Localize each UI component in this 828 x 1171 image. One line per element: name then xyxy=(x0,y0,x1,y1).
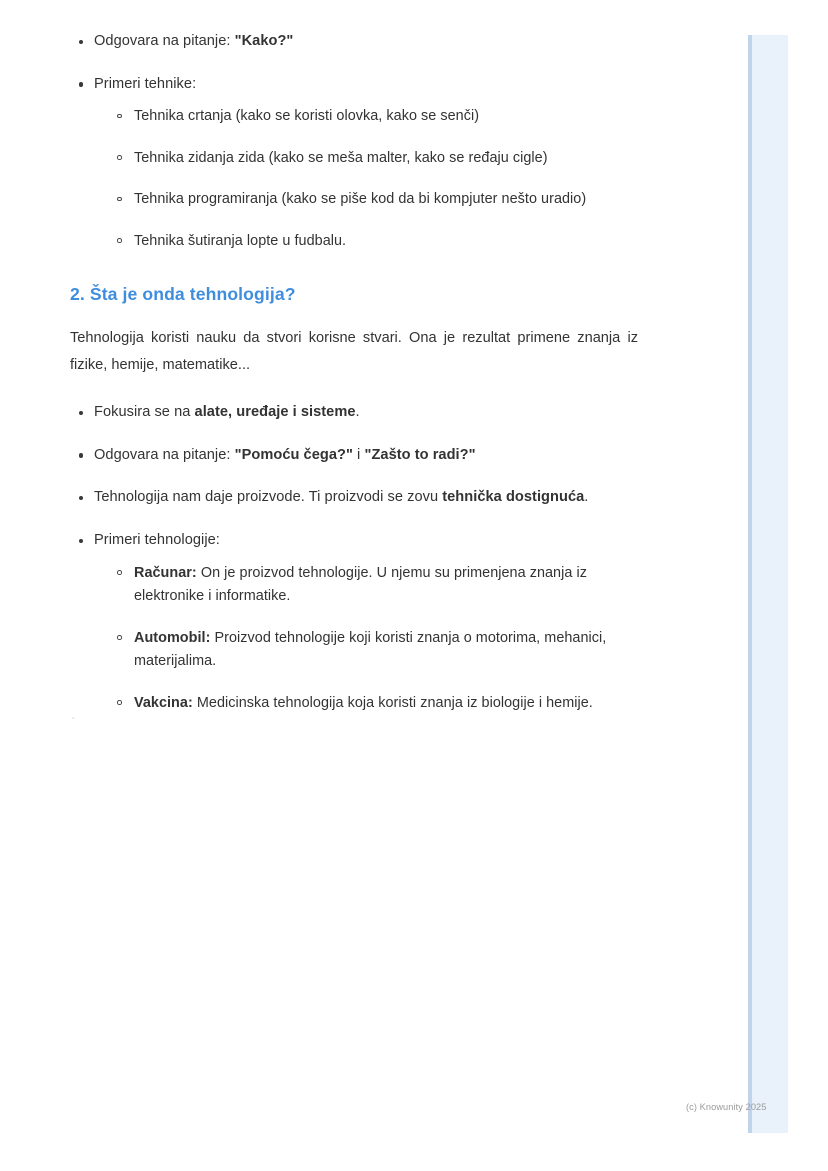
list-item-text xyxy=(94,447,476,463)
right-side-blue-bar xyxy=(748,35,788,1133)
nested-list-item-text xyxy=(134,233,346,249)
bullet-list-top xyxy=(68,30,640,253)
text-run: i xyxy=(352,446,365,463)
list-item-text xyxy=(94,76,196,92)
list-item-text xyxy=(94,33,293,49)
text-run: Tehnika crtanja (kako se koristi olovka, kako se senči) xyxy=(134,108,480,125)
nested-bullet-list xyxy=(107,562,640,715)
text-run: Odgovara na pitanje: xyxy=(94,446,235,463)
nested-list-item-text xyxy=(134,630,606,669)
nested-list-item xyxy=(107,562,640,609)
nested-list-item-text xyxy=(134,150,548,166)
bullet-list-technology xyxy=(68,401,640,715)
text-run: Tehnika zidanja zida (kako se meša malter, kako se ređaju cigle) xyxy=(134,149,548,166)
list-item xyxy=(68,486,640,510)
text-run-bold: Automobil: xyxy=(134,629,211,646)
nested-list-item-text xyxy=(134,695,593,711)
text-run-bold: tehnička dostignuća xyxy=(442,489,585,506)
text-run-bold: "Kako?" xyxy=(234,33,294,49)
nested-list-item xyxy=(107,147,640,170)
text-run-bold: "Zašto to radi?" xyxy=(364,446,476,463)
list-item xyxy=(68,444,640,468)
text-run: Tehnologija nam daje proizvode. Ti proizvodi se zovu xyxy=(94,489,443,506)
text-run: Tehnika programiranja (kako se piše kod da bi kompjuter nešto uradio) xyxy=(134,191,587,208)
nested-list-item-text xyxy=(134,108,479,124)
nested-list-wrapper xyxy=(107,562,640,715)
list-item-text xyxy=(94,532,220,548)
text-run: Primeri tehnologije: xyxy=(94,532,220,549)
text-run: . xyxy=(355,404,360,421)
list-item xyxy=(68,30,640,54)
nested-bullet-list xyxy=(107,105,640,253)
nested-list-item xyxy=(107,692,640,715)
nested-list-wrapper xyxy=(107,105,640,253)
list-item xyxy=(68,529,640,715)
list-item xyxy=(68,73,640,254)
text-run: Primeri tehnike: xyxy=(94,75,197,92)
document-content xyxy=(68,30,640,734)
text-run-bold: Računar: xyxy=(134,564,197,581)
nested-list-item-text xyxy=(134,191,586,207)
intro-paragraph: Tehnologija koristi nauku da stvori korisne stvari. Ona je rezultat primene znanja iz fizike, hemije, matematike... xyxy=(70,330,638,373)
side-bar-accent-stripe xyxy=(748,35,752,1133)
text-run-bold: "Pomoću čega?" xyxy=(234,446,353,463)
nested-list-item xyxy=(107,627,640,674)
nested-list-item xyxy=(107,188,640,211)
text-run: Fokusira se na xyxy=(94,404,195,421)
text-run: Proizvod tehnologije koji koristi znanja o motorima, mehanici, materijalima. xyxy=(134,629,607,670)
text-run: . xyxy=(584,489,589,506)
text-run: Tehnika šutiranja lopte u fudbalu. xyxy=(134,232,347,249)
nested-list-item xyxy=(107,230,640,253)
page-section-heading: 2. Šta je onda tehnologija? xyxy=(70,284,296,305)
text-run: On je proizvod tehnologije. U njemu su primenjena znanja iz elektronike i informatike. xyxy=(134,564,587,605)
nested-list-item xyxy=(107,105,640,128)
stray-backtick-mark: ` xyxy=(69,716,78,732)
list-item xyxy=(68,401,640,425)
nested-list-item-text xyxy=(134,565,587,604)
text-run-bold: Vakcina: xyxy=(134,694,193,711)
list-item-text xyxy=(94,489,588,505)
footer-copyright: (c) Knowunity 2025 xyxy=(686,1102,767,1112)
list-item-text xyxy=(94,404,360,420)
text-run: Odgovara na pitanje: xyxy=(94,33,235,49)
text-run: Medicinska tehnologija koja koristi znanja iz biologije i hemije. xyxy=(192,694,593,711)
text-run-bold: alate, uređaje i sisteme xyxy=(194,404,356,421)
